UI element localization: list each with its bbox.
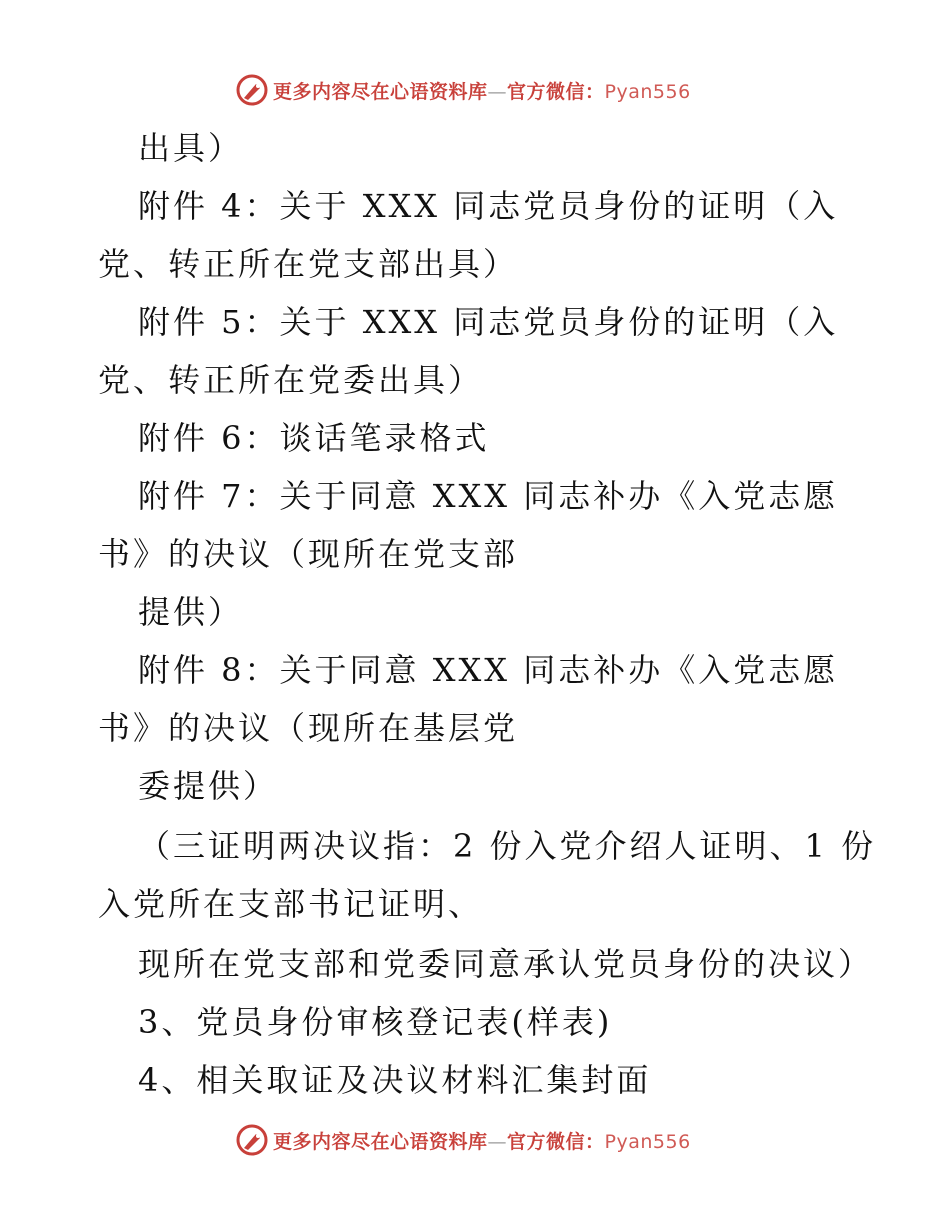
watermark-text <box>273 1127 691 1154</box>
text-line: 3、党员身份审核登记表(样表) <box>138 1003 613 1041</box>
watermark-separator: — <box>487 1130 508 1153</box>
text-line: 附件 5：关于 XXX 同志党员身份的证明（入 <box>138 303 839 341</box>
text-line: 党、转正所在党委出具） <box>98 361 484 399</box>
header-watermark <box>235 72 691 108</box>
watermark-wechat-label: 官方微信： <box>507 80 605 103</box>
text-line: 委提供） <box>138 767 279 805</box>
text-line: 附件 8：关于同意 XXX 同志补办《入党志愿 <box>138 651 839 689</box>
watermark-wechat-id: Pyan556 <box>604 1130 691 1153</box>
watermark-wechat-label: 官方微信： <box>507 1130 605 1153</box>
text-line: 出具） <box>138 129 244 167</box>
text-line: 入党所在支部书记证明、 <box>98 885 484 923</box>
watermark-main-text: 更多内容尽在心语资料库 <box>273 80 488 103</box>
watermark-main-text: 更多内容尽在心语资料库 <box>273 1130 488 1153</box>
watermark-text <box>273 77 691 104</box>
pen-nib-logo-icon <box>235 1123 269 1157</box>
text-line: 书》的决议（现所在基层党 <box>98 709 519 747</box>
footer-watermark <box>235 1122 691 1158</box>
text-line: 书》的决议（现所在党支部 <box>98 535 519 573</box>
watermark-wechat-id: Pyan556 <box>604 80 691 103</box>
text-line: 附件 7：关于同意 XXX 同志补办《入党志愿 <box>138 477 839 515</box>
text-line: 现所在党支部和党委同意承认党员身份的决议） <box>138 945 874 983</box>
text-line: 党、转正所在党支部出具） <box>98 245 519 283</box>
text-line: 附件 6：谈话笔录格式 <box>138 419 490 457</box>
watermark-separator: — <box>487 80 508 103</box>
text-line: 提供） <box>138 593 244 631</box>
text-line: （三证明两决议指：2 份入党介绍人证明、1 份 <box>138 827 877 865</box>
text-line: 4、相关取证及决议材料汇集封面 <box>138 1061 652 1099</box>
text-line: 附件 4：关于 XXX 同志党员身份的证明（入 <box>138 187 839 225</box>
pen-nib-logo-icon <box>235 73 269 107</box>
